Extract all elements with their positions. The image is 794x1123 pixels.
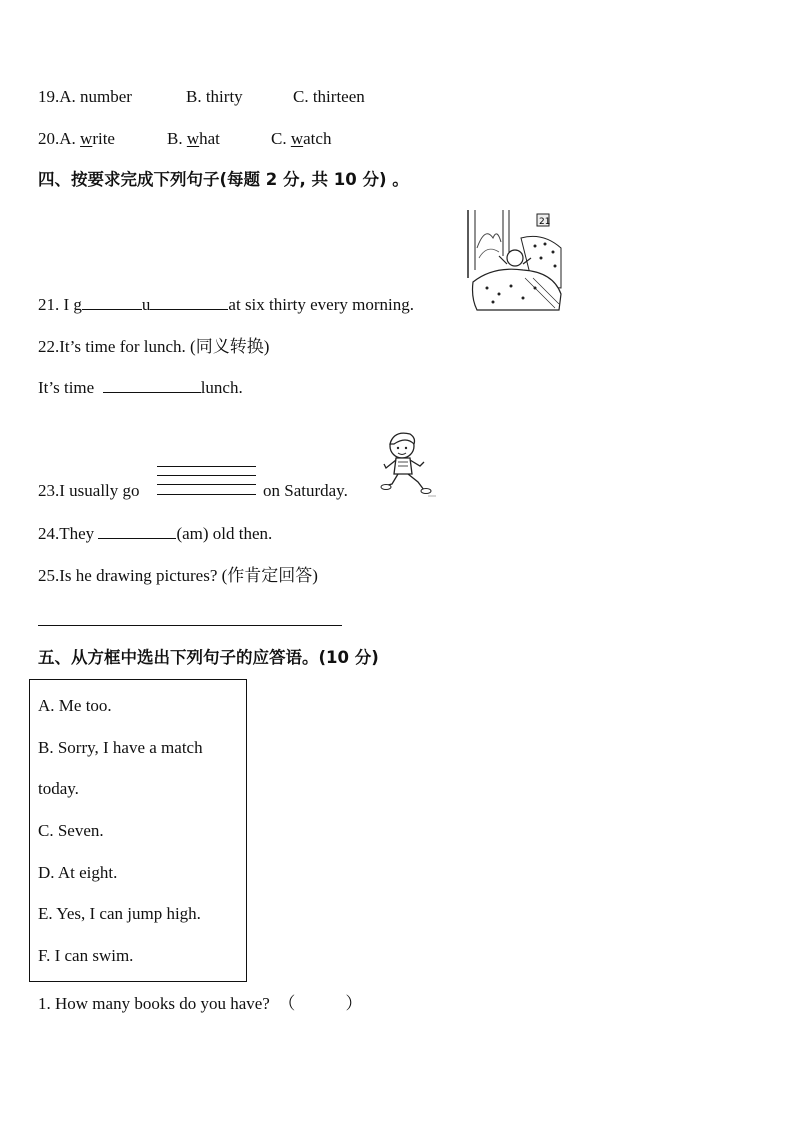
option-e: E. Yes, I can jump high. xyxy=(38,904,201,923)
q21-start: 21. I g xyxy=(38,295,82,314)
q23-blank-line-2[interactable] xyxy=(157,475,256,476)
q20-option-a-underlined: w xyxy=(80,129,93,148)
q21-end: at six thirty every morning. xyxy=(228,295,414,314)
option-d: D. At eight. xyxy=(38,863,118,882)
q20-option-b-prefix: B. xyxy=(167,129,187,148)
q20-number: 20. xyxy=(38,129,60,148)
question-1-text: 1. How many books do you have? xyxy=(38,994,270,1013)
q21-blank-2[interactable] xyxy=(150,295,228,310)
q20-option-a-rest: rite xyxy=(92,129,115,148)
question-1 xyxy=(38,994,362,1014)
q22-blank[interactable] xyxy=(103,378,201,393)
q20-option-b-underlined: w xyxy=(186,129,200,148)
q21-blank-1[interactable] xyxy=(82,295,142,310)
boy-getting-up-illustration xyxy=(463,208,563,312)
q19-option-c: C. thirteen xyxy=(293,87,365,106)
q24-start: 24.They xyxy=(38,524,95,543)
q20-row xyxy=(38,129,115,149)
option-b: B. Sorry, I have a match xyxy=(38,738,203,757)
q25-text: 25.Is he drawing pictures? (作肯定回答) xyxy=(38,566,318,585)
q23-blank-line-4[interactable] xyxy=(157,494,256,495)
section-5-heading: 五、从方框中选出下列句子的应答语。(10 分) xyxy=(38,648,379,667)
q20-option-b-rest: hat xyxy=(199,129,220,148)
q22-line-2-start: It’s time xyxy=(38,378,95,397)
q20-option-c xyxy=(271,129,331,149)
q19-number: 19. xyxy=(38,87,60,106)
q19-option-b: B. thirty xyxy=(186,87,243,106)
q24-end: (am) old then. xyxy=(176,524,273,543)
q22-line-2 xyxy=(38,378,243,398)
q22-line-1: 22.It’s time for lunch. (同义转换) xyxy=(38,337,270,356)
q19-option-a: A. number xyxy=(59,87,132,106)
question-1-paren-open: （ xyxy=(278,994,296,1013)
q21-row xyxy=(38,295,414,315)
q20-option-c-prefix: C. xyxy=(271,129,291,148)
option-a: A. Me too. xyxy=(38,696,112,715)
q20-option-b xyxy=(167,129,220,149)
q24-blank[interactable] xyxy=(98,524,176,539)
q20-option-a-prefix: A. xyxy=(59,129,81,148)
q23-end: on Saturday. xyxy=(263,481,348,500)
q24-row xyxy=(38,524,272,544)
q25-answer-line[interactable] xyxy=(38,625,342,626)
question-1-paren-close: ） xyxy=(345,994,363,1013)
q19-row xyxy=(38,87,132,107)
section-4-heading: 四、按要求完成下列句子(每题 2 分, 共 10 分) 。 xyxy=(38,170,409,189)
option-c: C. Seven. xyxy=(38,821,104,840)
running-boy-illustration xyxy=(380,428,438,498)
q20-option-c-underlined: w xyxy=(290,129,304,148)
q20-option-c-rest: atch xyxy=(303,129,332,148)
q23-blank-line-3[interactable] xyxy=(157,484,256,485)
option-f: F. I can swim. xyxy=(38,946,134,965)
q23-start: 23.I usually go xyxy=(38,481,140,500)
q21-mid: u xyxy=(141,295,151,314)
option-b-continued: today. xyxy=(38,779,79,798)
q23-blank-line-1[interactable] xyxy=(157,466,256,467)
q22-line-2-end: lunch. xyxy=(200,378,243,397)
picture-number-label: 21 xyxy=(539,217,551,227)
